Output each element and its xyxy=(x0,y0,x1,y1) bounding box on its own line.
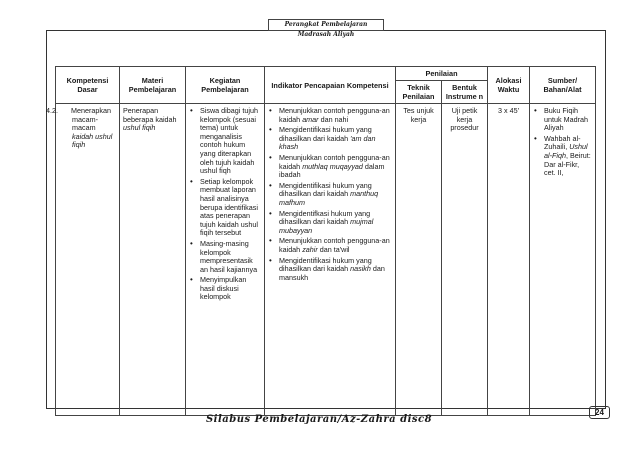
sumber-item xyxy=(533,107,592,133)
sumber-list xyxy=(533,107,592,178)
indikator-item-text: Mengidentifikasi hukum yang dihasilkan dari kaidah xyxy=(279,125,372,143)
header-bentuk: Bentuk Instrume n xyxy=(442,81,488,104)
indikator-item-text: Mengidentifikasi hukum yang dihasilkan dari kaidah xyxy=(279,180,372,199)
header-teknik: Teknik Penilaian xyxy=(396,81,442,104)
kegiatan-item: • Setiap kelompok membuat laporan hasil analisinya berupa identifikasi atas penerapan tujuh kaidah ushul fiqih tersebut xyxy=(189,178,261,238)
indikator-item-text: dan mansukh xyxy=(279,264,385,282)
sumber-item-text: Wahbah al-Zuhaili, xyxy=(544,133,581,152)
cell-sumber xyxy=(530,104,596,416)
table-row xyxy=(56,104,596,416)
cell-bentuk: Uji petik kerja prosedur xyxy=(442,104,488,416)
kegiatan-item: • Masing-masing kelompok mempresentasik an hasil kajiannya xyxy=(189,240,261,274)
header-title: Perangkat Pembelajaran Madrasah Aliyah xyxy=(268,19,384,31)
indikator-item xyxy=(268,210,392,236)
materi-text-italic: ushul fiqih xyxy=(123,123,156,133)
indikator-item xyxy=(268,126,392,152)
header-kegiatan: Kegiatan Pembelajaran xyxy=(186,67,265,104)
indikator-item xyxy=(268,154,392,180)
indikator-item xyxy=(268,237,392,254)
indikator-item-text: Mengidentifikasi hukum yang dihasilkan dari kaidah xyxy=(279,255,372,274)
kd-text: Menerapkan macam-macam xyxy=(71,106,111,133)
materi-text: Penerapan beberapa kaidah xyxy=(123,106,177,124)
sumber-item-text: , Beirut: Dar al-Fikr, cet. II, xyxy=(544,150,591,178)
indikator-item-text: Mengidentifkasi hukum yang dihasilkan dari kaidah xyxy=(279,208,371,227)
header-penilaian: Penilaian xyxy=(396,67,488,81)
footer-title: Silabus Pembelajaran/Az-Zahra disc8 xyxy=(205,414,433,425)
indikator-item-term: mujmal mubayyan xyxy=(279,217,374,235)
syllabus-table xyxy=(46,66,596,416)
indikator-item-term: amar xyxy=(302,114,319,124)
indikator-item-text: Menunjukkan contoh pengguna-an kaidah xyxy=(279,236,390,254)
indikator-item-text: Menunjukkan contoh pengguna-an kaidah xyxy=(279,152,390,171)
cell-kompetensi-dasar xyxy=(46,104,120,416)
indikator-item-term: manthuq mafhum xyxy=(279,189,379,207)
kd-number: 4.2. xyxy=(46,106,58,115)
cell-alokasi: 3 x 45' xyxy=(488,104,530,416)
indikator-item xyxy=(268,107,392,124)
indikator-item-text: dalam ibadah xyxy=(279,161,385,180)
cell-teknik: Tes unjuk kerja xyxy=(396,104,442,416)
indikator-item-term: nasikh xyxy=(350,264,371,274)
indikator-item-text: Menunjukkan contoh pengguna-an kaidah xyxy=(279,106,390,124)
sumber-item-term: Ushul al-Fiqh xyxy=(544,142,588,160)
sumber-item-text: Buku Fiqih untuk Madrah Aliyah xyxy=(544,106,588,133)
kegiatan-item: • Menyimpulkan hasil diskusi kelompok xyxy=(189,276,261,302)
header-kompetensi-dasar: Kompetensi Dasar xyxy=(56,67,120,104)
sumber-item xyxy=(533,135,592,178)
header-indikator: Indikator Pencapaian Kompetensi xyxy=(265,67,396,104)
indikator-list xyxy=(268,107,392,282)
indikator-item xyxy=(268,182,392,208)
cell-kegiatan xyxy=(186,104,265,416)
cell-materi xyxy=(120,104,186,416)
indikator-item-term: zahir xyxy=(302,244,318,254)
indikator-item-term: muthlaq muqayyad xyxy=(302,161,363,171)
indikator-item xyxy=(268,257,392,283)
page-number: 24 xyxy=(589,406,610,419)
kd-text-italic: kaidah ushul fiqih xyxy=(72,131,113,150)
indikator-item-term: 'am dan khash xyxy=(279,133,376,152)
header-materi: Materi Pembelajaran xyxy=(120,67,186,104)
header-sumber: Sumber/ Bahan/Alat xyxy=(530,67,596,104)
kegiatan-list xyxy=(189,107,261,302)
indikator-item-text: dan ta'wil xyxy=(317,244,350,254)
header-alokasi: Alokasi Waktu xyxy=(488,67,530,104)
indikator-item-text: dan nahi xyxy=(318,114,349,124)
cell-indikator xyxy=(265,104,396,416)
kegiatan-item: • Siswa dibagi tujuh kelompok (sesuai tema) untuk menganalisis contoh hukum yang diterapkan oleh tujuh kaidah ushul fiqh xyxy=(189,107,261,176)
